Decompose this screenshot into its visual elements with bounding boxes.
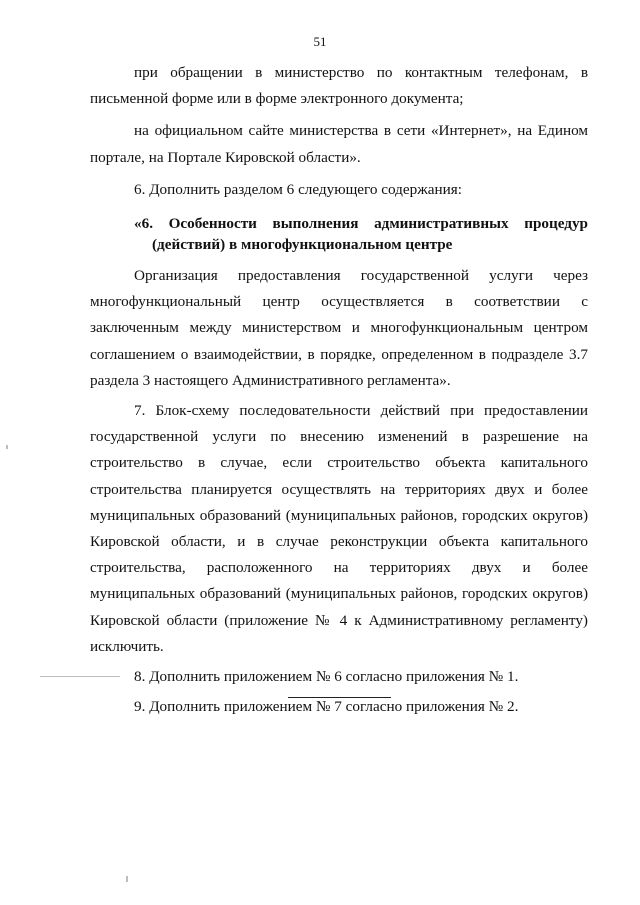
- page-number: 51: [313, 34, 327, 49]
- paragraph-contact-phones: при обращении в министерство по контактным телефонам, в письменной форме или в форме электронного документа;: [90, 64, 588, 108]
- paragraph-item-6: 6. Дополнить разделом 6 следующего содержания:: [134, 180, 462, 198]
- paragraph-official-site: на официальном сайте министерства в сети «Интернет», на Едином портале, на Портале Кировской области».: [90, 122, 588, 166]
- section-heading-line-1: «6. Особенности выполнения административных процедур: [134, 215, 588, 233]
- paragraph-item-7: 7. Блок-схему последовательности действий при предоставлении государственной услуги по внесению изменений в разрешение на строительство в случае, если строительство объекта капитального строительства планируется осуществлять на территориях двух и более муниципальных образований (муниципальных районов, городских округов) Кировской области, и в случае реконструкции объекта капитального строительства, расположенного на территориях двух и более муниципальных образований (муниципальных районов, городских округов) Кировской области (приложение № 4 к Административному регламенту) исключить.: [90, 402, 588, 655]
- paragraph-mfc-organization: Организация предоставления государственной услуги через многофункциональный центр осуществляется в соответствии с заключенным между министерством и многофункциональным центром соглашением о взаимодействии, в порядке, определенном в подразделе 3.7 раздела 3 настоящего Административного регламента».: [90, 267, 588, 389]
- section-heading: [90, 213, 588, 255]
- end-divider-line: [288, 697, 391, 698]
- scan-artifact: [6, 445, 8, 449]
- scan-artifact: [126, 876, 128, 882]
- section-heading-line-2: (действий) в многофункциональном центре: [152, 236, 453, 254]
- scan-artifact: [40, 676, 120, 677]
- paragraph-item-8: 8. Дополнить приложением № 6 согласно приложения № 1.: [134, 668, 519, 686]
- document-body: [90, 60, 588, 720]
- paragraph-item-9: 9. Дополнить приложением № 7 согласно приложения № 2.: [134, 698, 519, 716]
